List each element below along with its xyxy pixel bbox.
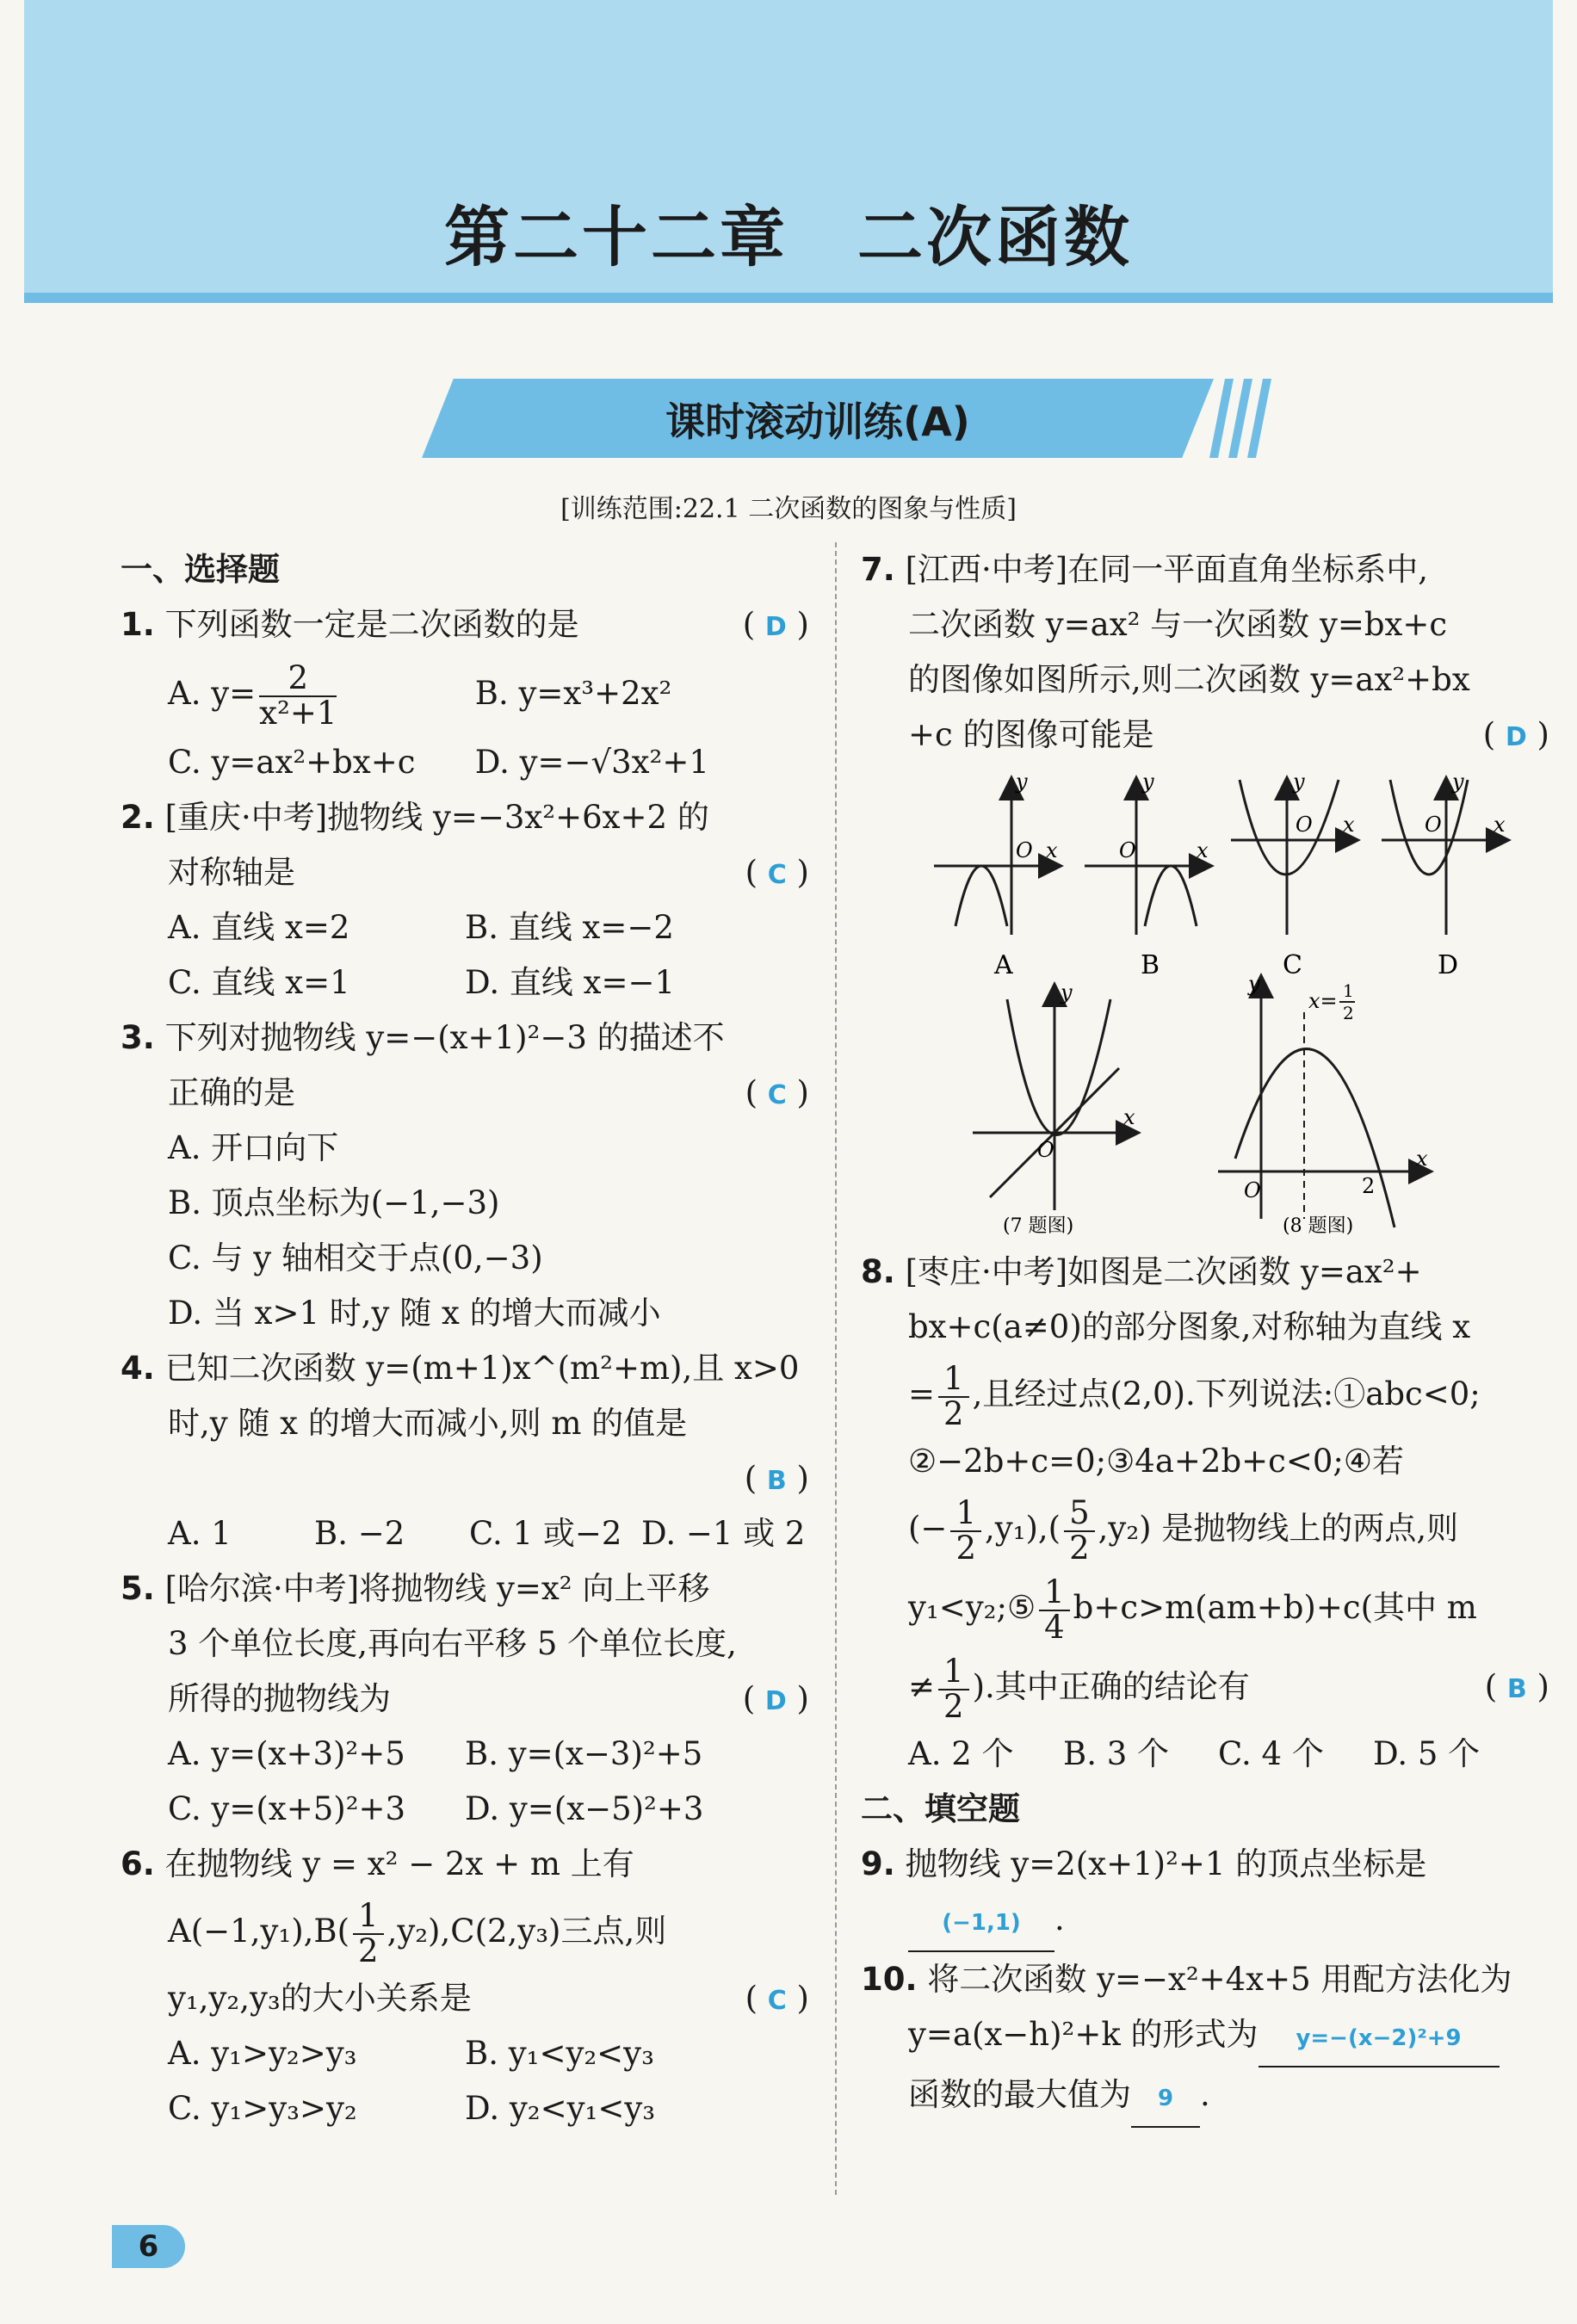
axis-label-y: y [1293,770,1305,794]
option-d: D. −1 或 2 [641,1515,806,1552]
option-d: D. 5 个 [1373,1735,1481,1772]
option-c: C. 与 y 轴相交于点(0,−3) [168,1239,543,1276]
axis-label-y: y [1061,980,1073,1004]
option-b: B. 3 个 [1063,1735,1170,1772]
left-column [121,542,809,2136]
question-3 [121,1011,809,1066]
question-8-line3 [861,1355,1549,1434]
stem-part: y=a(x−h)²+k 的形式为 [908,2016,1259,2053]
answer: C [767,860,787,890]
question-stem: 将二次函数 y=−x²+4x+5 用配方法化为 [927,1961,1512,1998]
origin-label: O [1425,813,1442,837]
origin-label: O [1244,1178,1261,1202]
question-stem: [哈尔滨·中考]将抛物线 y=x² 向上平移 [164,1570,710,1607]
fraction: $\frac{1}{2}$ [353,1900,384,1969]
question-number: 1. [121,606,155,643]
stem-part: ,且经过点(2,0).下列说法:①abc<0; [972,1375,1481,1412]
question-3-line2 [121,1066,809,1121]
graph-d [1382,780,1506,935]
question-number: 3. [121,1019,155,1056]
question-9-blank-row [861,1892,1549,1952]
option-c: C. 直线 x=1 [168,964,350,1001]
option-c: C. y₁>y₃>y₂ [168,2090,357,2127]
option-b: B. −2 [314,1515,405,1552]
option-d: D. y=−√3x²+1 [474,744,709,781]
stem-part: ,y₂),C(2,y₃)三点,则 [387,1913,667,1950]
chapter-title: 第二十二章 二次函数 [444,199,1133,275]
option-b: B. 直线 x=−2 [465,909,674,946]
answer-bracket: ( B ) [744,1460,809,1497]
origin-label: O [1296,813,1313,837]
graph-label: C [1283,950,1302,980]
answer-bracket: ( D ) [742,1680,809,1717]
question-stem-cont: y₁,y₂,y₃的大小关系是 [168,1980,472,2017]
fraction: $\frac{1}{2}$ [938,1363,969,1431]
question-stem: 下列函数一定是二次函数的是 [164,606,579,643]
question-number: 10. [861,1961,918,1998]
question-number: 9. [861,1845,895,1882]
origin-label: O [1119,838,1136,862]
answer: D [764,612,787,642]
option-a: A. 1 [168,1515,232,1552]
question-6 [121,1837,809,1892]
answer: y=−(x−2)²+9 [1296,2025,1462,2051]
question-number: 4. [121,1350,155,1387]
question-10-line3 [861,2067,1549,2128]
answer-blank [1259,2007,1500,2067]
question-4 [121,1341,809,1396]
graph-a [934,780,1059,935]
graph-label: B [1141,950,1160,980]
question-number: 2. [121,799,155,836]
question-stem: [重庆·中考]抛物线 y=−3x²+6x+2 的 [164,799,709,836]
page-number: 6 [112,2225,185,2268]
section-choice: 一、选择题 [121,551,280,588]
question-stem: 已知二次函数 y=(m+1)x^(m²+m),且 x>0 [164,1350,800,1387]
question-number: 8. [861,1253,895,1290]
axis-label-x: x [1416,1147,1428,1171]
training-scope: [训练范围:22.1 二次函数的图象与性质] [560,494,1017,524]
graph-label: A [994,950,1013,980]
stem-part: ,y₁),( [984,1510,1061,1547]
question-5-options-row2 [121,1782,809,1837]
section-fill: 二、填空题 [861,1790,1020,1827]
stem-part: . [1200,2076,1210,2113]
banner-slash-decoration [1209,379,1278,458]
fraction: $\frac{1}{2}$ [938,1655,969,1724]
question-stem-cont: ②−2b+c=0;③4a+2b+c<0;④若 [908,1443,1405,1480]
answer-blank [908,1892,1054,1952]
figure-7-caption: (7 题图) [1003,1215,1074,1237]
question-stem-cont: 的图像如图所示,则二次函数 y=ax²+bx [908,661,1470,698]
fraction-den: 2 [1343,1003,1354,1023]
question-8-options [861,1727,1549,1782]
stem-part: ,y₂) 是抛物线上的两点,则 [1098,1510,1459,1547]
answer-blank [1131,2067,1200,2128]
figure-8-caption: (8 题图) [1283,1215,1354,1237]
graph-b [1085,780,1209,935]
question-10-line2 [861,2007,1549,2067]
question-stem-cont: 二次函数 y=ax² 与一次函数 y=bx+c [908,606,1448,643]
question-2 [121,790,809,845]
option-d: D. y₂<y₁<y₃ [465,2090,656,2127]
answer: (−1,1) [942,1910,1021,1936]
question-number: 5. [121,1570,155,1607]
stem-part: . [1054,1901,1065,1938]
axis-label-y: y [1142,770,1154,794]
graph-figures [861,763,1549,1245]
question-2-options-row1 [121,900,809,955]
axis-label-x: x [1046,838,1058,862]
option-b: B. 顶点坐标为(−1,−3) [168,1184,500,1221]
question-2-options-row2 [121,955,809,1011]
answer-bracket: ( C ) [745,1074,809,1111]
question-4-answer-row [121,1451,809,1506]
axis-label-x: x [1494,813,1506,837]
stem-part: ).其中正确的结论有 [972,1668,1250,1705]
question-10 [861,1952,1549,2007]
fraction: $\frac{2}{\text{x²+1}}$ [259,658,337,732]
answer-bracket: ( C ) [745,854,809,891]
answer-bracket: ( D ) [742,606,809,643]
question-6-line3 [121,1971,809,2026]
question-stem: [枣庄·中考]如图是二次函数 y=ax²+ [905,1253,1422,1290]
question-5-options-row1 [121,1727,809,1782]
axis-label-x: x [1343,813,1355,837]
right-column [861,542,1549,2128]
question-6-options-row1 [121,2026,809,2081]
option-a: A. 开口向下 [168,1129,339,1166]
question-stem: [江西·中考]在同一平面直角坐标系中, [905,551,1428,588]
axis-label-x: x [1123,1105,1135,1129]
option-d: D. 直线 x=−1 [465,964,676,1001]
question-7 [861,542,1549,597]
question-8-line7 [861,1647,1549,1727]
question-6-options-row2 [121,2081,809,2136]
option-b: B. y₁<y₂<y₃ [465,2035,654,2072]
question-stem-cont: bx+c(a≠0)的部分图象,对称轴为直线 x [908,1308,1471,1345]
question-stem-cont: 时,y 随 x 的增大而减小,则 m 的值是 [168,1405,688,1442]
column-divider [835,542,837,2195]
origin-label: O [1037,1138,1054,1162]
question-8 [861,1245,1549,1300]
answer-bracket: ( C ) [745,1980,809,2017]
figure-area [861,763,1549,1245]
option-a: A. 直线 x=2 [168,909,350,946]
graph-label: D [1438,950,1459,980]
question-stem-cont: +c 的图像可能是 [908,716,1154,753]
lesson-title: 课时滚动训练(A) [665,399,970,445]
answer: B [1506,1674,1527,1704]
point-label: 2 [1362,1174,1376,1198]
question-5 [121,1561,809,1616]
axis-label-y: y [1016,770,1028,794]
question-9 [861,1837,1549,1892]
question-1-options-row2 [121,735,809,790]
question-5-line3 [121,1672,809,1727]
option-d: D. 当 x>1 时,y 随 x 的增大而减小 [168,1295,661,1332]
fraction: $\frac{1}{4}$ [1039,1576,1070,1645]
option-c: C. 4 个 [1218,1735,1324,1772]
axis-label-y: y [1452,770,1464,794]
question-stem-cont: 正确的是 [168,1074,295,1111]
option-d: D. y=(x−5)²+3 [465,1790,704,1827]
question-8-line6 [861,1568,1549,1647]
question-stem-cont: 所得的抛物线为 [168,1680,391,1717]
question-1 [121,597,809,652]
answer-bracket: ( B ) [1484,1668,1549,1705]
question-stem-cont: 对称轴是 [168,854,295,891]
answer: B [766,1466,787,1496]
question-4-options [121,1506,809,1561]
question-stem: 在抛物线 y = x² − 2x + m 上有 [164,1845,634,1882]
option-a: A. y₁>y₂>y₃ [168,2035,357,2072]
answer: D [764,1686,787,1716]
option-b: B. y=x³+2x² [474,675,672,712]
question-1-options-row1 [121,652,809,735]
axis-label-x: x [1197,838,1209,862]
question-6-line2 [121,1892,809,1971]
axis-label-y: y [1248,972,1260,996]
option-b: B. y=(x−3)²+5 [465,1735,703,1772]
option-a: A. y= $\frac{2}{\text{x²+1}}$ [168,658,337,732]
answer: D [1505,722,1527,752]
answer: C [767,1080,787,1110]
question-8-line5 [861,1489,1549,1568]
option-c: C. y=ax²+bx+c [168,744,416,781]
stem-part: (− [908,1510,948,1547]
question-stem: 下列对抛物线 y=−(x+1)²−3 的描述不 [164,1019,725,1056]
answer: 9 [1157,2086,1174,2111]
stem-part: b+c>m(am+b)+c(其中 m [1073,1589,1477,1626]
symmetry-axis-label: x= [1308,989,1338,1013]
fraction-num: 1 [1343,980,1354,1001]
question-number: 7. [861,551,895,588]
origin-label: O [1016,838,1033,862]
header-stripe [24,293,1553,303]
question-number: 6. [121,1845,155,1882]
option-c: C. y=(x+5)²+3 [168,1790,406,1827]
question-stem-cont: 3 个单位长度,再向右平移 5 个单位长度, [168,1625,737,1662]
question-stem: 抛物线 y=2(x+1)²+1 的顶点坐标是 [905,1845,1427,1882]
fraction: $\frac{5}{2}$ [1064,1497,1095,1566]
option-c: C. 1 或−2 [469,1515,622,1552]
question-2-line2 [121,845,809,900]
answer: C [767,1986,787,2016]
stem-part: ≠ [908,1668,936,1705]
option-a: A. 2 个 [908,1735,1014,1772]
option-a: A. y=(x+3)²+5 [168,1735,405,1772]
answer-bracket: ( D ) [1482,716,1549,753]
stem-part: A(−1,y₁),B( [168,1913,350,1950]
stem-part: 函数的最大值为 [908,2076,1131,2113]
stem-part: y₁<y₂;⑤ [908,1589,1036,1626]
fraction: $\frac{1}{2}$ [950,1497,981,1566]
question-7-line4 [861,708,1549,763]
figure-7 [973,986,1136,1210]
graph-c [1231,780,1356,935]
stem-part: = [908,1375,936,1412]
